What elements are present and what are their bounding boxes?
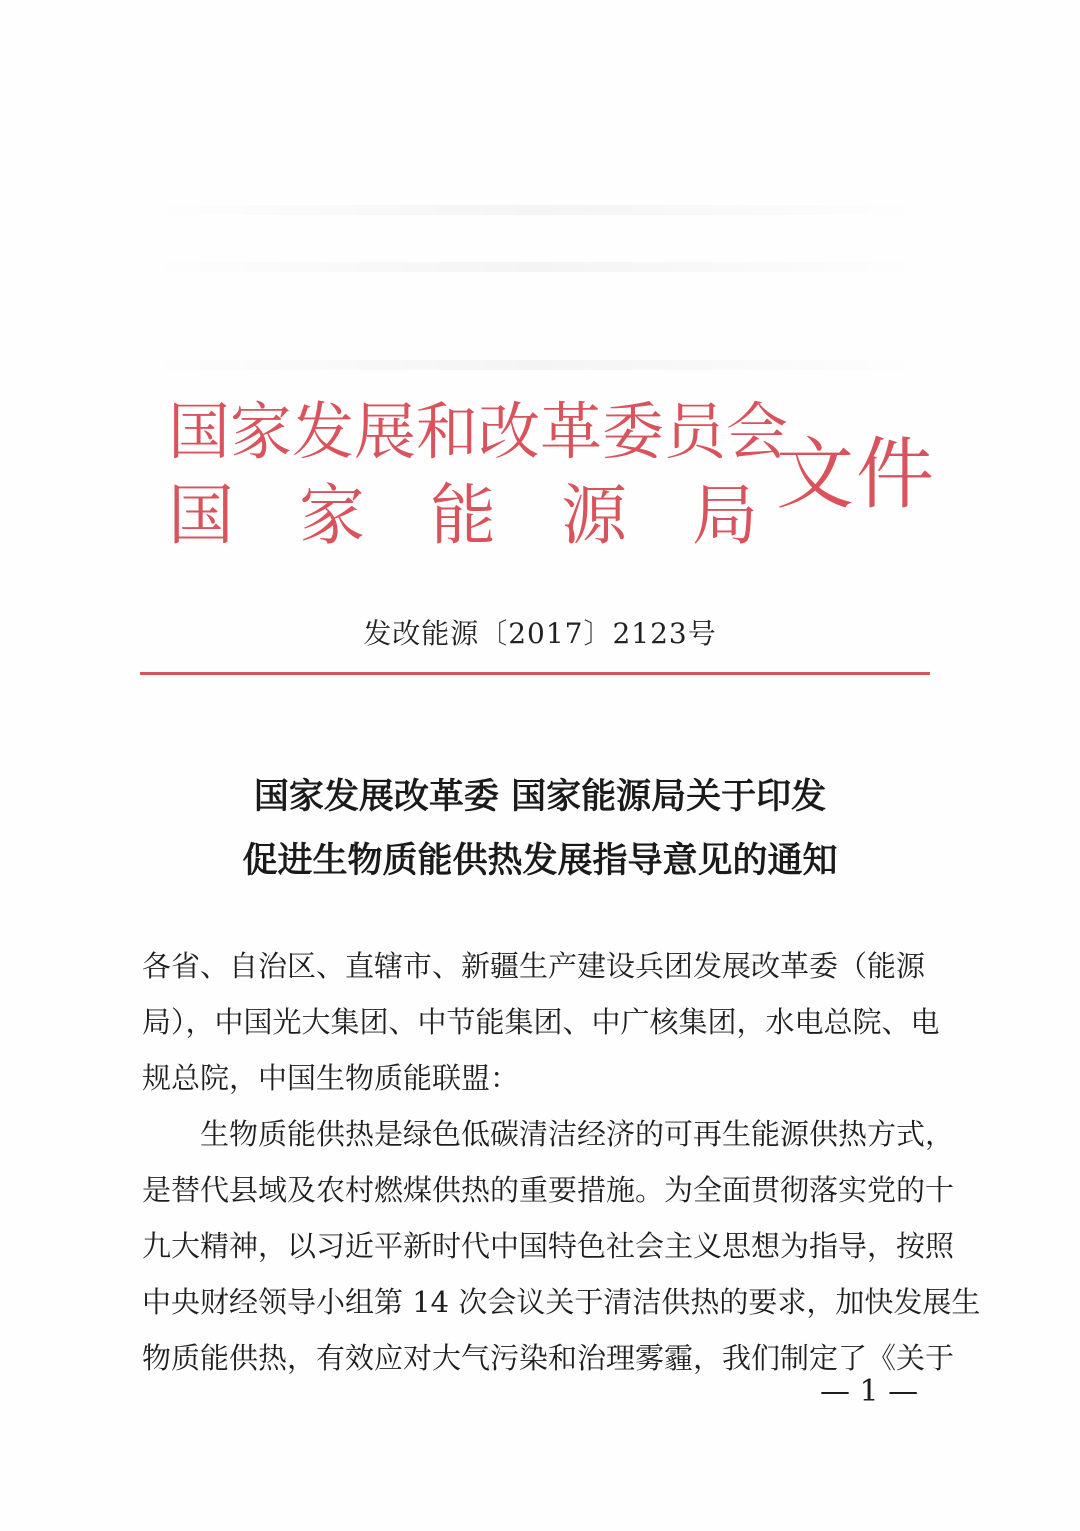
body-line: 局），中国光大集团、中节能集团、中广核集团，水电总院、电 — [142, 1005, 940, 1039]
document-title-line-1: 国家发展改革委 国家能源局关于印发 — [253, 777, 827, 817]
body-line: 规总院，中国生物质能联盟： — [142, 1061, 520, 1095]
agency-name-nea — [168, 478, 758, 554]
document-number: 发改能源〔2017〕2123号 — [363, 617, 717, 650]
scan-artifact — [140, 262, 930, 272]
body-line: 是替代县域及农村燃煤供热的重要措施。为全面贯彻落实党的十 — [142, 1173, 955, 1207]
agency-char: 家 — [299, 477, 365, 554]
scan-artifact — [140, 360, 930, 370]
body-line: 生物质能供热是绿色低碳清洁经济的可再生能源供热方式， — [142, 1117, 955, 1151]
body-line: 中央财经领导小组第 14 次会议关于清洁供热的要求，加快发展生 — [142, 1285, 981, 1319]
body-line: 物质能供热，有效应对大气污染和治理雾霾，我们制定了《关于 — [142, 1341, 955, 1375]
agency-char: 源 — [561, 477, 627, 554]
body-line: 各省、自治区、直辖市、新疆生产建设兵团发展改革委（能源 — [142, 949, 926, 983]
body-line: 九大精神，以习近平新时代中国特色社会主义思想为指导，按照 — [142, 1229, 955, 1263]
page-number: — 1 — — [820, 1374, 919, 1409]
document-title-line-2: 促进生物质能供热发展指导意见的通知 — [242, 841, 838, 881]
document-type-label: 文件 — [776, 430, 937, 520]
agency-char: 能 — [430, 477, 496, 554]
scan-artifact — [140, 205, 930, 215]
document-body — [142, 938, 981, 1386]
agency-name-ndrc: 国家发展和改革委员会 — [168, 395, 789, 468]
agency-char: 国 — [168, 477, 234, 554]
red-masthead — [168, 390, 937, 560]
red-divider-line — [140, 672, 930, 675]
agency-char: 局 — [692, 477, 758, 554]
